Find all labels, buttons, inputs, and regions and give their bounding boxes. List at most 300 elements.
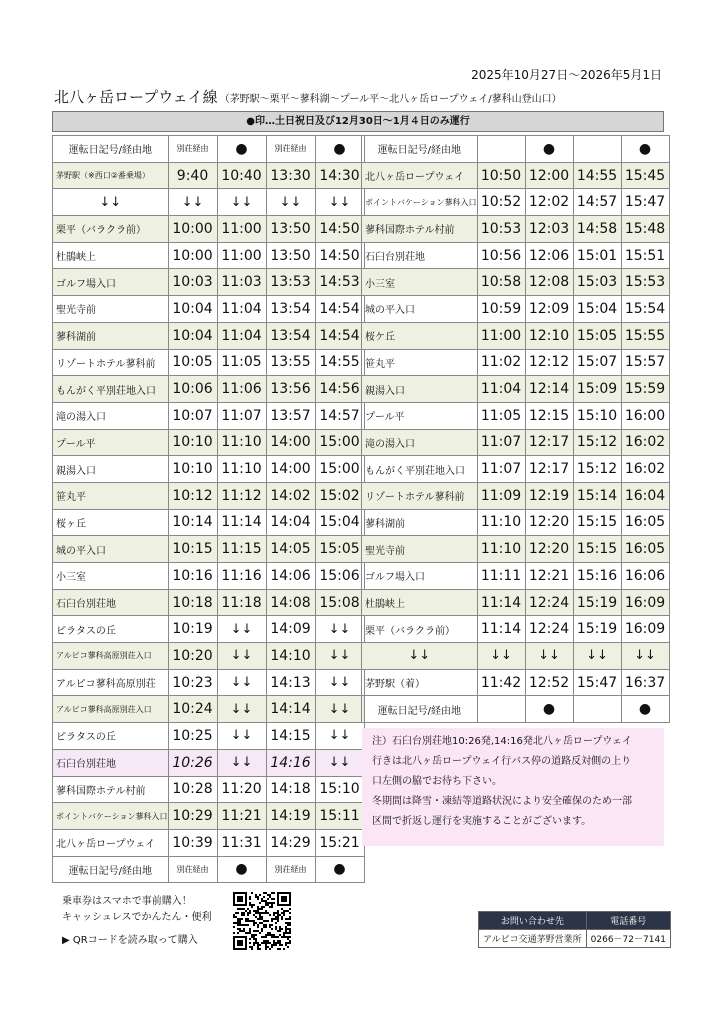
table-row [362,429,670,456]
note-line: 行きは北八ヶ岳ロープウェイ行バス停の道路反対側の上り [372,756,632,767]
station-name: 城の平入口 [362,296,478,323]
table-row [362,589,670,616]
table-row [53,322,365,349]
station-name: 親湯入口 [362,376,478,403]
departure-time: 14:09 [266,616,315,643]
table-row [53,536,365,563]
departure-time: 14:58 [573,216,621,243]
table-row [53,509,365,536]
departure-time: 15:03 [573,269,621,296]
departure-time: 16:04 [621,482,669,509]
station-name: 蓼科湖前 [362,509,478,536]
departure-time: 13:56 [266,376,315,403]
departure-time: ↓↓ [217,723,266,750]
departure-time: 12:15 [525,402,573,429]
departure-time: 15:04 [573,296,621,323]
departure-time: 14:56 [315,376,364,403]
departure-time: ↓↓ [315,749,364,776]
departure-time: ↓↓ [217,696,266,723]
departure-time: 11:00 [477,322,525,349]
departure-time: 11:05 [477,402,525,429]
table-row [362,162,670,189]
departure-time: 11:07 [477,456,525,483]
departure-time: 16:05 [621,536,669,563]
departure-time: ↓↓ [477,643,525,670]
departure-time: 13:50 [266,216,315,243]
departure-time: 11:07 [217,402,266,429]
table-row [362,456,670,483]
table-row [362,269,670,296]
return-timetable [361,135,670,723]
station-name: 笹丸平 [53,482,169,509]
departure-time: 11:14 [217,509,266,536]
route-title-line [54,86,562,107]
footer-row-cell [477,696,525,723]
departure-time: 10:03 [168,269,217,296]
departure-time: 11:04 [477,376,525,403]
contact-office: アルピコ交通茅野営業所 [479,930,587,948]
station-name: リゾートホテル蓼科前 [362,482,478,509]
departure-time: ↓↓ [168,189,217,216]
departure-time: ↓↓ [315,616,364,643]
footer-row [53,856,365,883]
station-name: 滝の湯入口 [53,402,169,429]
departure-time: 14:04 [266,509,315,536]
station-name: 小三室 [362,269,478,296]
departure-time: 11:20 [217,776,266,803]
departure-time: 11:05 [217,349,266,376]
station-name: 石臼台別荘地 [53,589,169,616]
departure-time: 10:14 [168,509,217,536]
departure-time: 11:42 [477,669,525,696]
station-name: ↓↓ [362,643,478,670]
table-row [53,216,365,243]
footer-row-cell: 運転日記号/経由地 [362,696,478,723]
footer-row-cell: ● [525,696,573,723]
station-name: 北八ヶ岳ロープウェイ [362,162,478,189]
departure-time: 14:55 [315,349,364,376]
header-row-cell: 運転日記号/経由地 [362,136,478,163]
departure-time: 10:52 [477,189,525,216]
station-name: 小三室 [53,563,169,590]
note-line: 区間で折返し運行を実施することがございます。 [372,816,592,827]
departure-time: 10:20 [168,643,217,670]
route-subtitle: （茅野駅～栗平～蓼科湖～プール平～北八ヶ岳ロープウェイ/蓼科山登山口） [219,94,562,105]
promo-line-1: 乗車券はスマホで事前購入！ [62,896,192,907]
table-row [53,482,365,509]
departure-time: 14:10 [266,643,315,670]
departure-time: 10:40 [217,162,266,189]
departure-time: 16:02 [621,429,669,456]
departure-time: 14:54 [315,296,364,323]
departure-time: 10:19 [168,616,217,643]
footer-row-cell: 別荘経由 [168,856,217,883]
departure-time: 10:29 [168,803,217,830]
departure-time: 14:57 [573,189,621,216]
departure-time: 14:14 [266,696,315,723]
departure-time: 15:12 [573,429,621,456]
departure-time: 10:26 [168,749,217,776]
departure-time: 15:51 [621,242,669,269]
departure-time: 14:00 [266,456,315,483]
departure-time: ↓↓ [315,643,364,670]
departure-time: 11:14 [477,616,525,643]
departure-time: 10:23 [168,669,217,696]
departure-time: 15:48 [621,216,669,243]
departure-time: ↓↓ [621,643,669,670]
departure-time: 12:21 [525,563,573,590]
departure-time: 10:25 [168,723,217,750]
departure-time: 14:19 [266,803,315,830]
departure-time: 14:02 [266,482,315,509]
departure-time: 10:16 [168,563,217,590]
contact-head-name: お問い合わせ先 [479,912,587,930]
departure-time: 9:40 [168,162,217,189]
departure-time: 15:47 [573,669,621,696]
departure-time: ↓↓ [217,189,266,216]
table-row [53,589,365,616]
header-row-cell: ● [525,136,573,163]
departure-time: 12:20 [525,536,573,563]
header-row-cell: 別荘経由 [266,136,315,163]
table-row [362,402,670,429]
station-name: プール平 [53,429,169,456]
departure-time: 10:07 [168,402,217,429]
departure-time: 14:54 [315,322,364,349]
table-row [362,482,670,509]
departure-time: 14:13 [266,669,315,696]
departure-time: 14:08 [266,589,315,616]
departure-time: 12:00 [525,162,573,189]
station-name: 栗平（バラクラ前） [53,216,169,243]
table-row [362,643,670,670]
station-name: アルピコ蓼科高原別荘 [53,669,169,696]
departure-time: 10:18 [168,589,217,616]
station-name: アルピコ蓼科高原別荘入口 [53,643,169,670]
footer-row-cell: ● [621,696,669,723]
departure-time: 14:16 [266,749,315,776]
departure-time: 10:58 [477,269,525,296]
departure-time: 14:57 [315,402,364,429]
departure-time: 16:09 [621,589,669,616]
service-period: 2025年10月27日～2026年5月1日 [471,68,662,82]
station-name: ↓↓ [53,189,169,216]
departure-time: 11:10 [477,536,525,563]
station-name: 栗平（バラクラ前） [362,616,478,643]
departure-time: 15:00 [315,456,364,483]
departure-time: 14:50 [315,216,364,243]
departure-time: 12:02 [525,189,573,216]
table-row [362,376,670,403]
station-name: ポイントバケーション蓼科入口 [362,189,478,216]
departure-time: 14:00 [266,429,315,456]
departure-time: 11:06 [217,376,266,403]
departure-time: ↓↓ [217,669,266,696]
departure-time: 15:07 [573,349,621,376]
departure-time: ↓↓ [217,616,266,643]
departure-time: 14:53 [315,269,364,296]
departure-time: 11:10 [217,429,266,456]
departure-time: 12:17 [525,456,573,483]
departure-time: 15:14 [573,482,621,509]
table-row [53,162,365,189]
departure-time: 10:15 [168,536,217,563]
departure-time: ↓↓ [315,189,364,216]
departure-time: 11:10 [477,509,525,536]
departure-time: 10:53 [477,216,525,243]
table-row [53,456,365,483]
footer-row-cell: 運転日記号/経由地 [53,856,169,883]
footer-row-cell: ● [315,856,364,883]
table-row [53,189,365,216]
departure-time: 15:02 [315,482,364,509]
departure-time: 11:10 [217,456,266,483]
departure-time: 11:14 [477,589,525,616]
departure-time: 15:06 [315,563,364,590]
promo-line-2: キャッシュレスでかんたん・便利 [62,912,212,923]
station-name: ゴルフ場入口 [362,563,478,590]
departure-time: 11:31 [217,829,266,856]
departure-time: 12:17 [525,429,573,456]
header-row-cell [573,136,621,163]
table-row [362,616,670,643]
departure-time: ↓↓ [217,643,266,670]
departure-time: 15:55 [621,322,669,349]
table-row [362,296,670,323]
table-row [53,563,365,590]
departure-time: ↓↓ [573,643,621,670]
station-name: もんがく平別荘地入口 [53,376,169,403]
station-name: 蓼科湖前 [53,322,169,349]
departure-time: 16:06 [621,563,669,590]
station-name: 蓼科国際ホテル村前 [53,776,169,803]
departure-time: 15:08 [315,589,364,616]
contact-phone[interactable]: 0266－72－7141 [586,930,670,948]
departure-time: 12:24 [525,589,573,616]
departure-time: 11:11 [477,563,525,590]
station-name: 親湯入口 [53,456,169,483]
table-row [53,402,365,429]
departure-time: 16:02 [621,456,669,483]
departure-time: ↓↓ [525,643,573,670]
departure-time: 10:10 [168,456,217,483]
footer-row-cell: ● [217,856,266,883]
table-row [53,803,365,830]
note-line: 口左側の脇でお待ち下さい。 [372,776,502,787]
note-line: 冬期間は降雪・凍結等道路状況により安全確保のため一部 [372,796,632,807]
header-row-cell: ● [621,136,669,163]
contact-table [478,911,671,948]
departure-time: 11:18 [217,589,266,616]
station-name: 蓼科国際ホテル村前 [362,216,478,243]
departure-time: 15:04 [315,509,364,536]
table-row [362,242,670,269]
footer-row [362,696,670,723]
table-row [53,723,365,750]
service-banner: ●印…土日祝日及び12月30日～1月４日のみ運行 [52,111,664,132]
station-name: プール平 [362,402,478,429]
departure-time: ↓↓ [315,723,364,750]
departure-time: 12:09 [525,296,573,323]
departure-time: 16:00 [621,402,669,429]
departure-time: 15:00 [315,429,364,456]
departure-time: 14:18 [266,776,315,803]
table-row [362,322,670,349]
station-name: 桜ヶ丘 [53,509,169,536]
departure-time: 10:24 [168,696,217,723]
departure-time: 15:21 [315,829,364,856]
table-row [362,536,670,563]
station-name: もんがく平別荘地入口 [362,456,478,483]
departure-time: 10:00 [168,216,217,243]
header-row-cell [477,136,525,163]
departure-time: 10:50 [477,162,525,189]
departure-time: 15:16 [573,563,621,590]
station-name: リゾートホテル蓼科前 [53,349,169,376]
departure-time: 12:08 [525,269,573,296]
table-row [362,563,670,590]
departure-time: 10:00 [168,242,217,269]
departure-time: 10:59 [477,296,525,323]
table-row [53,696,365,723]
departure-time: 10:04 [168,322,217,349]
departure-time: 11:12 [217,482,266,509]
departure-time: 15:05 [315,536,364,563]
departure-time: 15:15 [573,536,621,563]
station-name: 茅野駅（※西口②番乗場） [53,162,169,189]
departure-time: ↓↓ [315,696,364,723]
departure-time: 16:37 [621,669,669,696]
departure-time: 13:54 [266,322,315,349]
station-name: ポイントバケーション蓼科入口 [53,803,169,830]
ticket-promo [62,894,212,949]
station-name: ピラタスの丘 [53,616,169,643]
station-name: 杜鵑峡上 [53,242,169,269]
timetable-note [362,728,664,846]
table-row [53,616,365,643]
departure-time: 15:19 [573,616,621,643]
departure-time: 11:04 [217,322,266,349]
departure-time: 12:12 [525,349,573,376]
departure-time: 15:57 [621,349,669,376]
station-name: 北八ヶ岳ロープウェイ [53,829,169,856]
table-row [362,349,670,376]
departure-time: 11:21 [217,803,266,830]
departure-time: 11:00 [217,216,266,243]
departure-time: ↓↓ [266,189,315,216]
route-title: 北八ヶ岳ロープウェイ線 [54,88,218,106]
departure-time: 14:15 [266,723,315,750]
departure-time: 10:56 [477,242,525,269]
departure-time: 10:10 [168,429,217,456]
table-row [53,376,365,403]
departure-time: 10:12 [168,482,217,509]
departure-time: 10:28 [168,776,217,803]
departure-time: 13:55 [266,349,315,376]
table-row [53,349,365,376]
station-name: 城の平入口 [53,536,169,563]
departure-time: 16:09 [621,616,669,643]
departure-time: 14:30 [315,162,364,189]
table-row [362,669,670,696]
departure-time: 12:24 [525,616,573,643]
table-row [362,189,670,216]
departure-time: ↓↓ [315,669,364,696]
station-name: 石臼台別荘地 [362,242,478,269]
departure-time: 12:10 [525,322,573,349]
departure-time: 10:06 [168,376,217,403]
departure-time: 11:15 [217,536,266,563]
ticket-qr-code[interactable] [233,892,291,950]
departure-time: 12:03 [525,216,573,243]
departure-time: 15:45 [621,162,669,189]
departure-time: 15:05 [573,322,621,349]
departure-time: 15:10 [315,776,364,803]
departure-time: 11:02 [477,349,525,376]
departure-time: 14:50 [315,242,364,269]
departure-time: 14:55 [573,162,621,189]
departure-time: 13:30 [266,162,315,189]
table-row [53,829,365,856]
departure-time: 11:07 [477,429,525,456]
departure-time: 10:39 [168,829,217,856]
departure-time: 11:00 [217,242,266,269]
departure-time: 12:06 [525,242,573,269]
departure-time: 12:52 [525,669,573,696]
departure-time: 13:54 [266,296,315,323]
contact-head-phone: 電話番号 [586,912,670,930]
departure-time: 15:54 [621,296,669,323]
table-row [53,296,365,323]
header-row-cell: ● [315,136,364,163]
departure-time: 16:05 [621,509,669,536]
departure-time: 12:14 [525,376,573,403]
station-name: 聖光寺前 [53,296,169,323]
station-name: 石臼台別荘地 [53,749,169,776]
departure-time: 10:04 [168,296,217,323]
promo-line-3: ▶ QRコードを読み取って購入 [62,935,198,946]
departure-time: 14:05 [266,536,315,563]
station-name: ピラタスの丘 [53,723,169,750]
departure-time: 15:01 [573,242,621,269]
departure-time: 15:10 [573,402,621,429]
table-row [53,749,365,776]
departure-time: 15:47 [621,189,669,216]
table-row [362,509,670,536]
station-name: 滝の湯入口 [362,429,478,456]
header-row-cell: 運転日記号/経由地 [53,136,169,163]
table-row [362,216,670,243]
footer-row-cell [573,696,621,723]
outbound-timetable [52,135,365,883]
header-row-cell: ● [217,136,266,163]
departure-time: 11:16 [217,563,266,590]
departure-time: 15:15 [573,509,621,536]
departure-time: 11:04 [217,296,266,323]
table-row [53,269,365,296]
note-line: 注）石臼台別荘地10:26発,14:16発北八ヶ岳ロープウェイ [372,736,632,747]
table-row [53,429,365,456]
header-row [362,136,670,163]
departure-time: 11:03 [217,269,266,296]
departure-time: 15:53 [621,269,669,296]
table-row [53,643,365,670]
departure-time: 13:53 [266,269,315,296]
departure-time: 13:57 [266,402,315,429]
departure-time: 15:09 [573,376,621,403]
station-name: アルピコ蓼科高原別荘入口 [53,696,169,723]
footer-row-cell: 別荘経由 [266,856,315,883]
